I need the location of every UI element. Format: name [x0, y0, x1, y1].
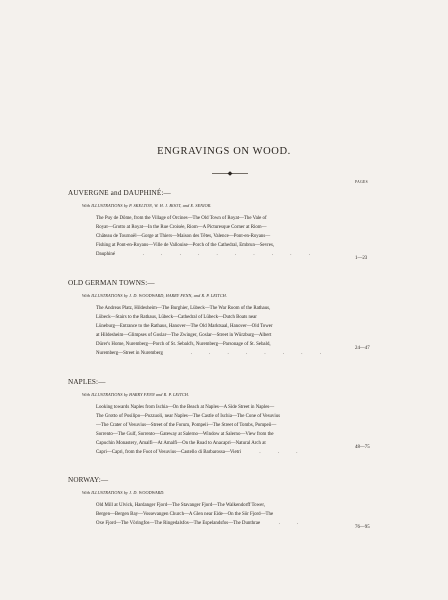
page-range: 24—47 [355, 346, 370, 351]
ornament-rule [212, 171, 248, 176]
page-title: ENGRAVINGS ON WOOD. [157, 146, 291, 157]
contents-line: —The Crater of Vesuvius—Street of the Forum, Pompeii—The Street of Tombs, Pompeii— [96, 422, 277, 428]
section-contents [96, 215, 348, 260]
section-illustrators: With ILLUSTRATIONS by HARRY FENN and R. P. LEITCH. [82, 392, 190, 397]
contents-line: The Grotto of Posilipo—Pozzuoli, near Naples—The Castle of Ischia—The Cone of Vesuvius [96, 413, 281, 419]
contents-line-last: Nuremberg—Street in Nuremberg . . . . . . . . [96, 350, 329, 356]
contents-line: Bergen—Bergen Bay—Vossevangen Church—A Glen near Eide—On the Sör Fjord—The [96, 511, 274, 517]
contents-line: at Hildesheim—Glimpses of Goslar—The Zwinger, Goslar—Street in Würzburg—Albert [96, 332, 272, 338]
section-title: AUVERGNE and DAUPHINÉ:— [68, 189, 171, 197]
contents-line: The Puy de Dôme, from the Village of Orcines—The Old Town of Royat—The Vale of [96, 216, 267, 221]
pages-column-header: PAGES [355, 180, 369, 184]
section-old-german-towns [68, 279, 368, 358]
contents-line-last: Oxe Fjord—The Vöringfos—The Ringedalsfos—The Espelandsfos—The Dunthrae . . [96, 520, 307, 526]
page-range: 1—23 [355, 256, 368, 261]
section-norway [68, 476, 368, 529]
contents-line: Old Mill at Ulvick, Hardanger Fjord—The Stavanger Fjord—The Walkendorff Tower, [96, 503, 265, 508]
contents-line: Lübeck—Stairs to the Rathaus, Lübeck—Cathedral of Lübeck—Dutch Boats near [96, 314, 257, 320]
contents-line: Fishing at Pont-en-Royans—Ville de Vallouise—Porch of the Cathedral, Embrun—Sevres, [96, 242, 275, 248]
section-illustrators: With ILLUSTRATIONS by J. D. WOODWARD. [82, 490, 165, 495]
page-range: 48—75 [355, 445, 370, 450]
section-contents [96, 305, 348, 358]
contents-line: Capuchin Monastery, Amalfi—At Amalfi—On the Road to Anacapri—Natural Arch at [96, 440, 266, 446]
contents-line: The Andreas Platz, Hildesheim—The Burghier, Lübeck—The War Room of the Rathaus, [96, 306, 271, 311]
contents-line: Dürer's Home, Nuremberg—Porch of St. Sebald's, Nuremberg—Parsonage of St. Sebald, [96, 341, 271, 347]
section-illustrators: With ILLUSTRATIONS by J. D. WOODWARD, HARRY FENN, and R. P. LEITCH. [82, 293, 227, 298]
section-illustrators: With ILLUSTRATIONS by P. SKELTON, W. H. J. BOOT, and E. SENIOR. [82, 203, 212, 208]
contents-line: Royat—Grotto at Royat—In the Rue Croisée, Riom—A Picturesque Corner at Riom— [96, 224, 267, 230]
section-title: NAPLES:— [68, 378, 106, 386]
contents-line-last: Dauphiné . . . . . . . . . . [96, 251, 318, 257]
section-auvergne [68, 189, 368, 260]
page-range: 76—95 [355, 525, 370, 530]
section-naples [68, 378, 368, 457]
contents-line: Château de Tournoël—Gorge at Thiers—Maison des Têtes, Valence—Pont-en-Royans— [96, 233, 271, 239]
section-contents [96, 502, 348, 529]
section-title: OLD GERMAN TOWNS:— [68, 279, 155, 287]
section-title: NORWAY:— [68, 476, 109, 484]
contents-line: Lüneburg—Entrance to the Rathaus, Hanover—The Old Marktsaal, Hanover—Old Tower [96, 323, 273, 329]
contents-line: Sorrento—The Gulf, Sorrento—Gateway at Salerno—Window at Salerno—View from the [96, 431, 274, 437]
contents-line: Looking towards Naples from Ischia—On the Beach at Naples—A Side Street in Naples— [96, 405, 275, 410]
section-contents [96, 404, 348, 457]
contents-line-last: Capri—Capri, from the Foot of Vesuvius—Castello di Barbarossa—Vietri . . . [96, 449, 306, 455]
